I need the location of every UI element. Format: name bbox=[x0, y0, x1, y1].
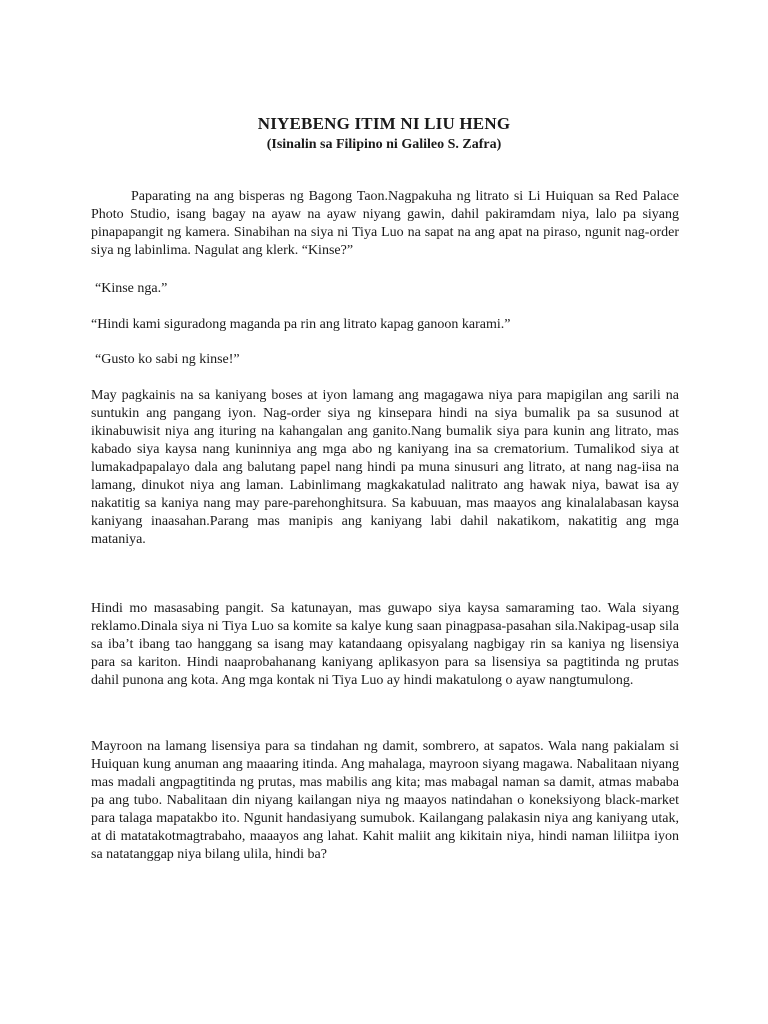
document-title: NIYEBENG ITIM NI LIU HENG bbox=[257, 114, 511, 133]
paragraph-3: “Hindi kami siguradong maganda pa rin ang litrato kapag ganoon karami.” bbox=[91, 317, 511, 332]
paragraph-2: “Kinse nga.” bbox=[95, 281, 168, 296]
paragraph-4: “Gusto ko sabi ng kinse!” bbox=[95, 352, 240, 367]
paragraph-1: Paparating na ang bisperas ng Bagong Taon.Nagpakuha ng litrato si Li Huiquan sa Red Palace Photo Studio, isang bagay na ayaw na ayaw niyang gawin, dahil pakiramdam niya, lalo pa siyang pinapapangit ng kamera. Sinabihan na siya ni Tiya Luo na sapat na ang apat na piraso, ngunit nag-order siya ng labinlima. Nagulat ang klerk. “Kinse?” bbox=[91, 189, 679, 258]
paragraph-5: May pagkainis na sa kaniyang boses at iyon lamang ang magagawa niya para mapigilan ang sarili na suntukin ang pangang iyon. Nag-order siya ng kinsepara hindi na siya bumalik pa sa susunod at ikinabuwisit niya ang ituring na kahangalan ang ganito.Nang bumalik siya para kunin ang litrato, mas kabado siya kaysa nang kuninniya ang mga abo ng kaniyang ina sa crematorium. Tumalikod siya at lumakadpapalayo dala ang balutang papel nang hindi pa muna sinusuri ang litrato, at nang nag-iisa na lamang, dinukot niya ang laman. Labinlimang magkakatulad nalitrato ang hawak niya, bawat isa ay nakatitig sa kaniya nang may pare-parehonghitsura. Sa kabuuan, mas maayos ang kinalalabasan kaysa kaniyang inaasahan.Parang mas manipis ang kaniyang labi dahil nakatikom, nakatitig ang mga mataniya. bbox=[91, 388, 679, 547]
document-subtitle: (Isinalin sa Filipino ni Galileo S. Zafra) bbox=[266, 137, 502, 152]
paragraph-7: Mayroon na lamang lisensiya para sa tindahan ng damit, sombrero, at sapatos. Wala nang pakialam si Huiquan kung anuman ang maaaring itinda. Ang mahalaga, mayroon siyang magawa. Nabalitaan niyang mas madali angpagtitinda ng prutas, mas mabilis ang kita; mas mabagal naman sa damit, atmas mababa pa ang tubo. Nabalitaan din niyang kailangan niya ng maayos natindahan o koneksiyong black-market para talaga mapatakbo ito. Ngunit handasiyang sumubok. Kailangang palakasin niya ang kaniyang utak, at di matatakotmagtrabaho, maaayos ang lahat. Kahit maliit ang kikitain niya, hindi naman liliitpa iyon sa natatanggap niya bilang ulila, hindi ba? bbox=[91, 739, 679, 862]
paragraph-6: Hindi mo masasabing pangit. Sa katunayan, mas guwapo siya kaysa samaraming tao. Wala siyang reklamo.Dinala siya ni Tiya Luo sa komite sa kalye kung saan pinagpasa-pasahan sila.Nakipag-usap sila sa iba’t ibang tao hanggang sa isang may katandaang opisyalang nagbigay rin sa kaniya ng lisensiya para sa kariton. Hindi naaprobahanang kaniyang aplikasyon para sa lisensiya sa pagtitinda ng prutas dahil punona ang kota. Ang mga kontak ni Tiya Luo ay hindi makatulong o ayaw nangtumulong. bbox=[91, 601, 679, 688]
